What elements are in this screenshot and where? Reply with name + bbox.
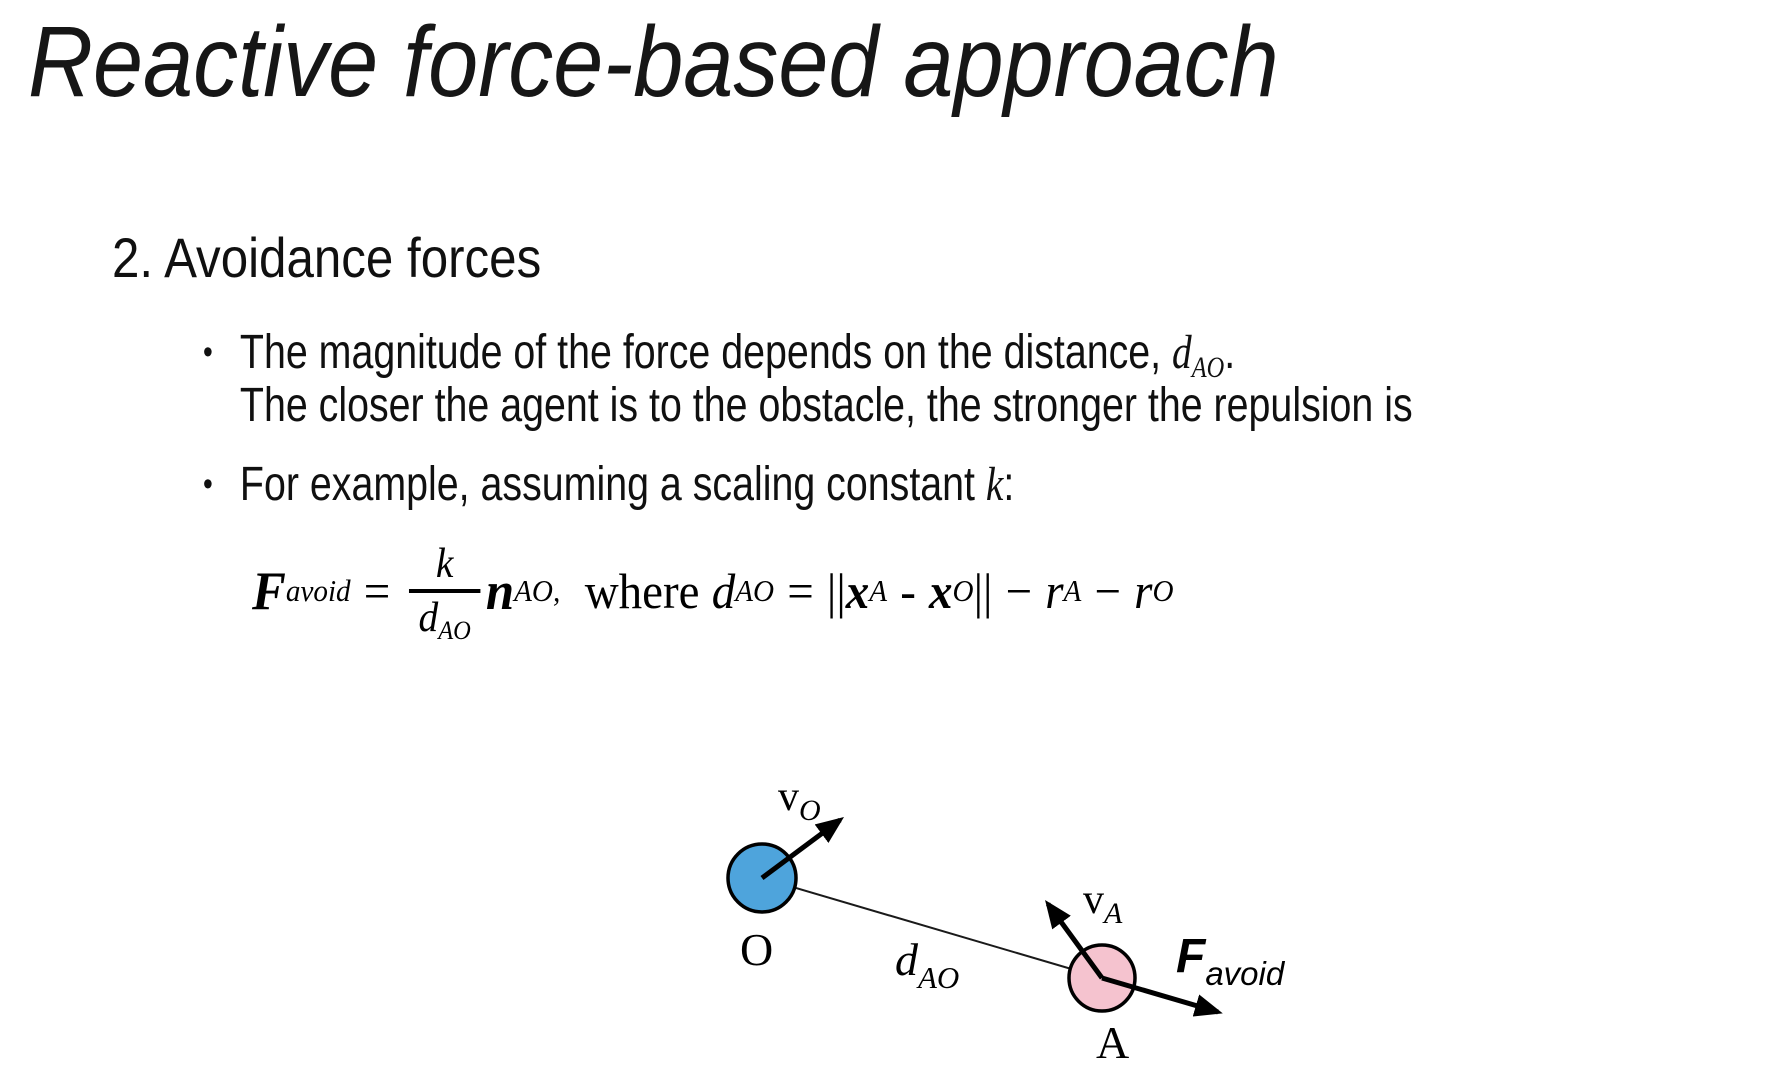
fraction-numerator: k: [435, 540, 454, 587]
math-xO: x: [929, 563, 953, 619]
where-text: where: [584, 563, 700, 619]
bullet-text: [240, 458, 1014, 511]
period: .: [1224, 326, 1236, 379]
math-rA: r: [1045, 563, 1064, 619]
bullet-marker: •: [203, 333, 213, 371]
math-rO: r: [1134, 563, 1153, 619]
avoidance-force-equation: F avoid = $\frac{k}{d_{AO}}$ n AO, where d AO = || x A - x O || − r A − r O: [252, 540, 1174, 645]
slide-title: Reactive force-based approach: [28, 6, 1279, 118]
norm-open: ||: [826, 563, 846, 619]
obstacle-label: O: [740, 924, 774, 975]
agent-velocity-label: $v_A$: [1083, 877, 1123, 930]
math-d2: d: [711, 563, 736, 619]
agent-label: A: [1096, 1017, 1130, 1068]
bullet-item-example: [203, 458, 1014, 511]
bullet-marker: •: [203, 465, 213, 503]
bullet1-line1: The magnitude of the force depends on the distance,: [239, 326, 1173, 379]
math-k: k: [985, 458, 1004, 511]
math-d: d: [1172, 326, 1192, 379]
math-xA: x: [845, 563, 870, 619]
equals-sign: =: [363, 563, 391, 619]
bullet1-line2: The closer the agent is to the obstacle, the stronger the repulsion is: [239, 379, 1413, 432]
avoid-force-label: $F_{avoid}$: [1176, 930, 1285, 992]
distance-label: $d_{AO}$: [895, 934, 960, 995]
bullet-text: [240, 326, 1413, 432]
section-heading: 2. Avoidance forces: [112, 226, 542, 289]
fraction-denominator: $d_{AO}$: [418, 594, 471, 645]
bullet-item-magnitude: [203, 326, 1413, 432]
fraction: [409, 540, 480, 645]
equals-sign: =: [787, 563, 814, 619]
bullet2-text: For example, assuming a scaling constant: [239, 458, 986, 511]
math-n: n: [485, 561, 515, 621]
norm-close: ||: [973, 563, 993, 619]
math-d-subscript: AO: [1191, 350, 1225, 384]
minus-sign: −: [1094, 563, 1122, 619]
minus-sign: −: [1005, 563, 1033, 619]
math-F: F: [252, 561, 286, 621]
colon: :: [1003, 458, 1015, 511]
avoidance-diagram: [600, 660, 1360, 1080]
obstacle-velocity-label: $v_O$: [778, 774, 821, 827]
minus-sign: -: [900, 563, 916, 619]
